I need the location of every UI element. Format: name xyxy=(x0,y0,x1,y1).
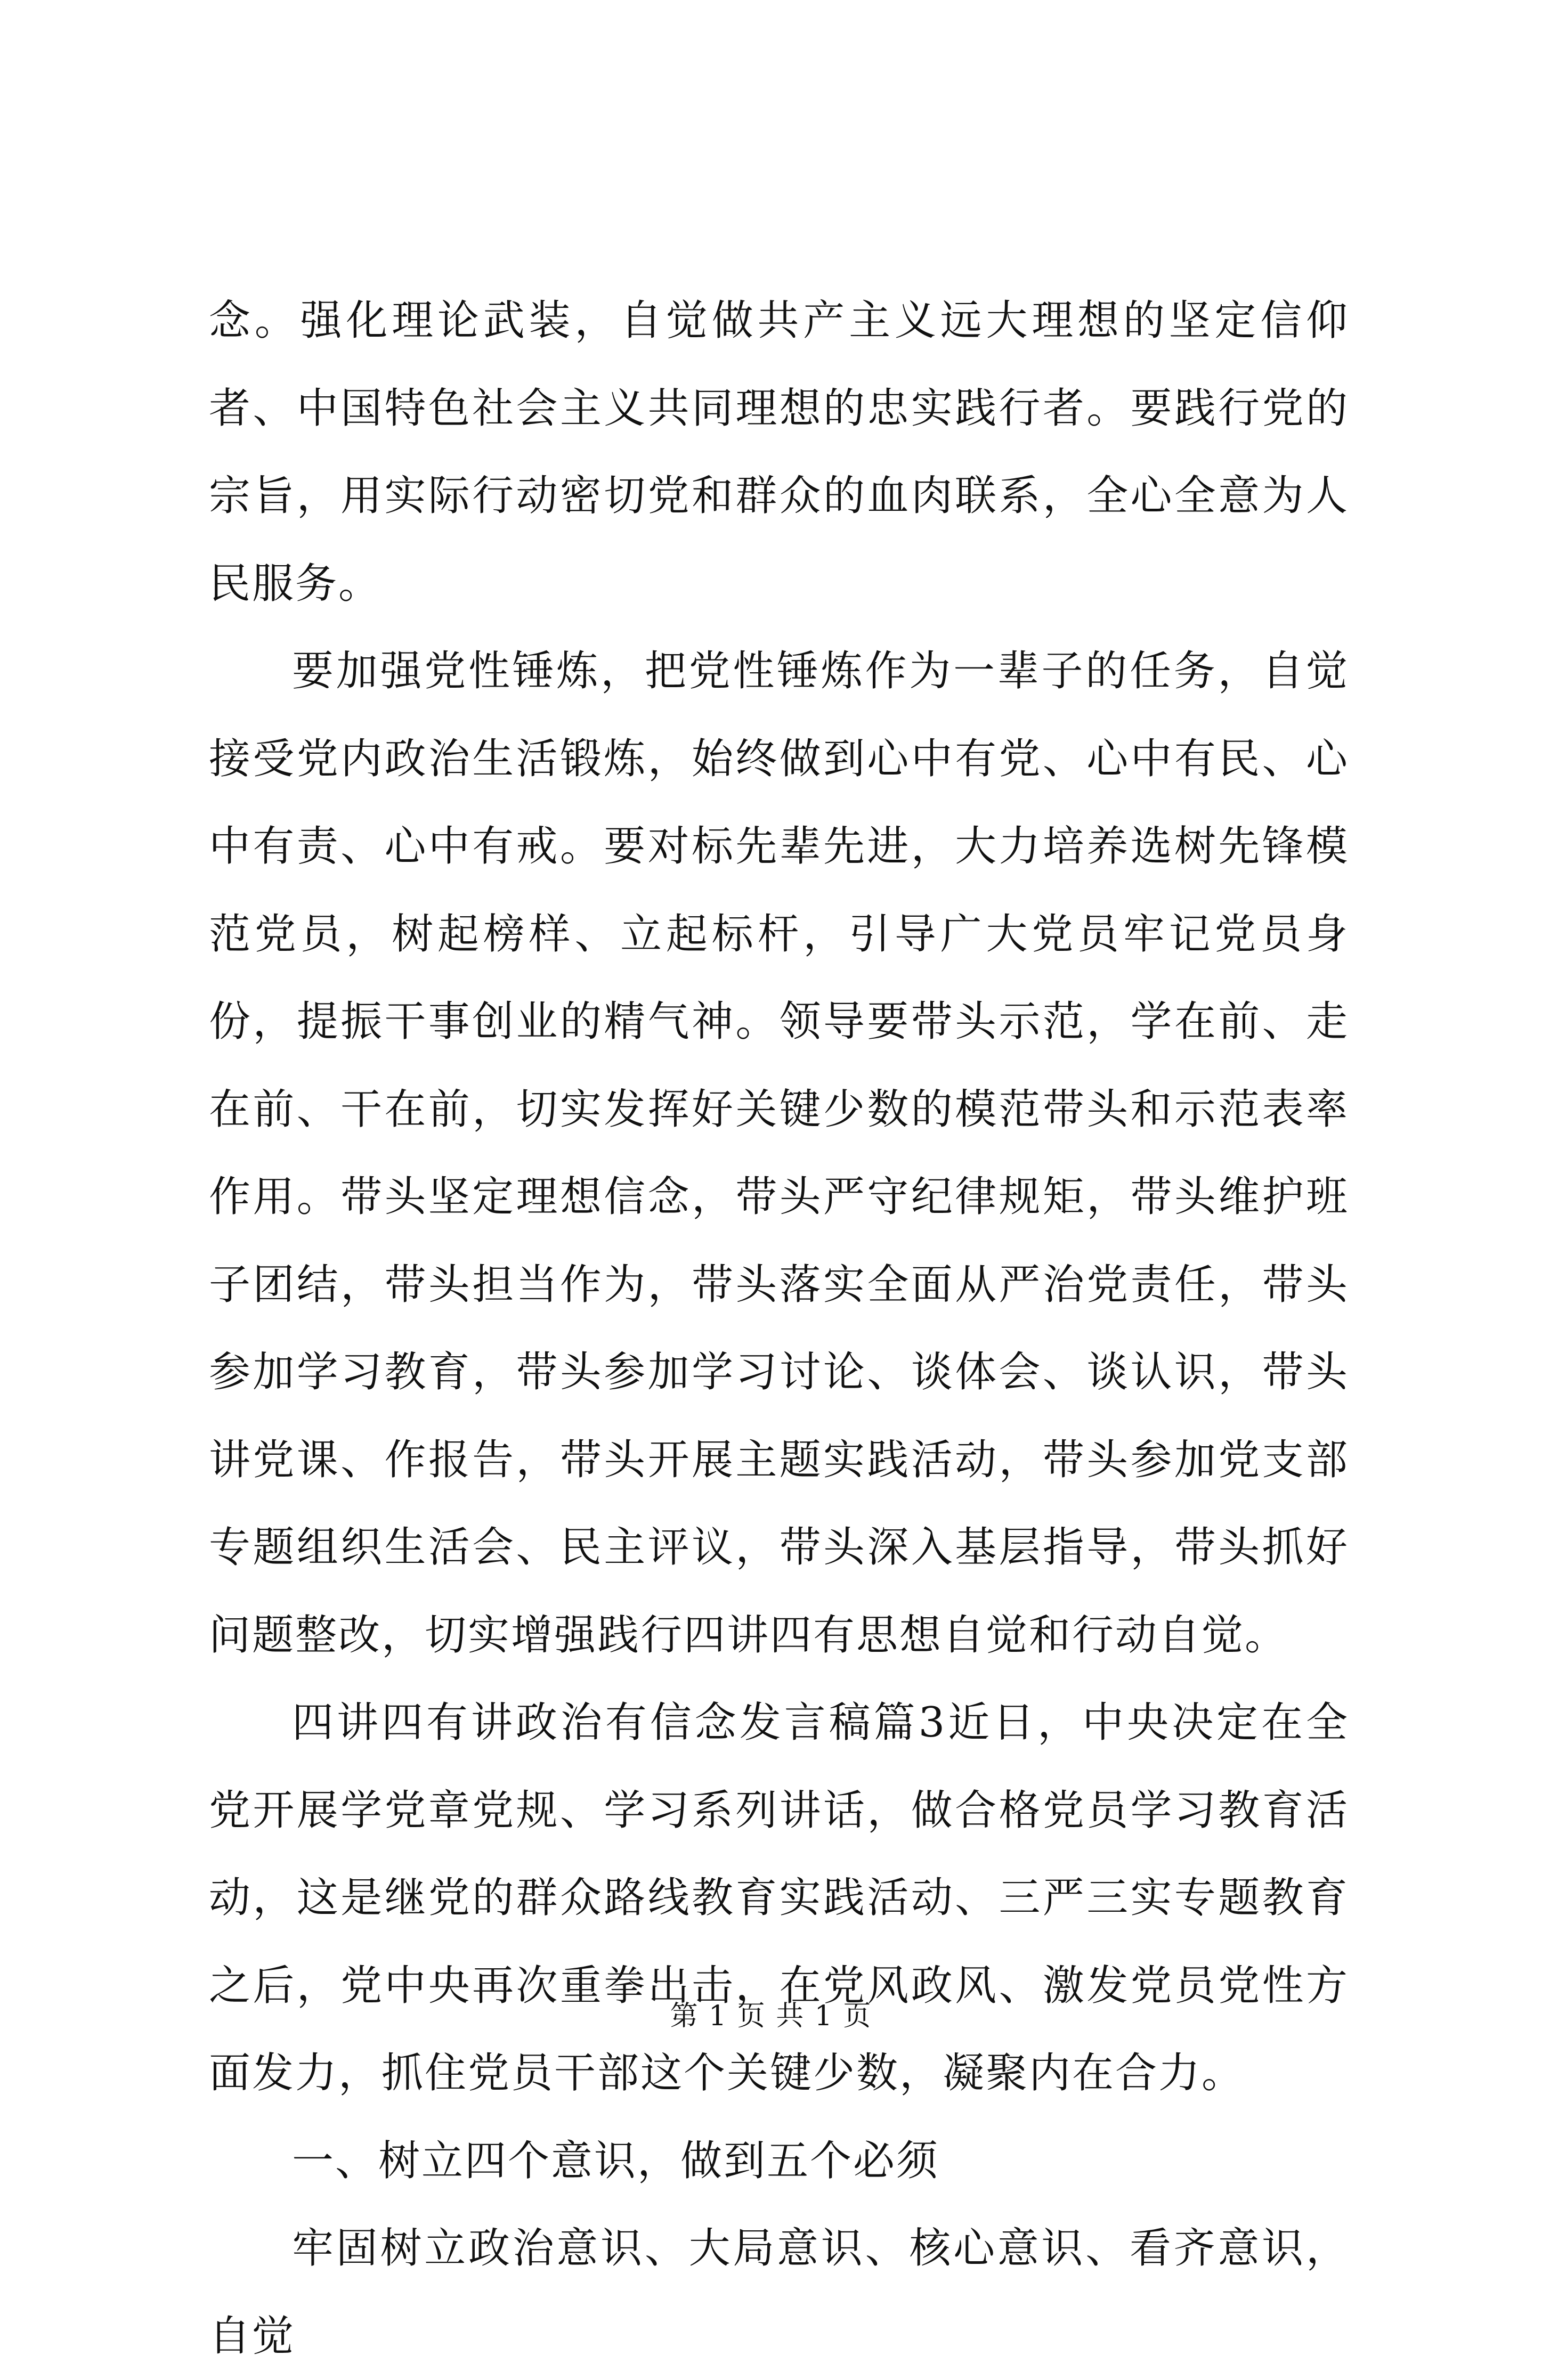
paragraph-1: 念。强化理论武装，自觉做共产主义远大理想的坚定信仰者、中国特色社会主义共同理想的忠实践行者。要践行党的宗旨，用实际行动密切党和群众的血肉联系，全心全意为人民服务。 xyxy=(209,297,1349,608)
document-body xyxy=(209,277,1349,2380)
paragraph-2: 要加强党性锤炼，把党性锤炼作为一辈子的任务，自觉接受党内政治生活锻炼，始终做到心中有党、心中有民、心中有责、心中有戒。要对标先辈先进，大力培养选树先锋模范党员，树起榜样、立起标杆，引导广大党员牢记党员身份，提振干事创业的精气神。领导要带头示范，学在前、走在前、干在前，切实发挥好关键少数的模范带头和示范表率作用。带头坚定理想信念，带头严守纪律规矩，带头维护班子团结，带头担当作为，带头落实全面从严治党责任，带头参加学习教育，带头参加学习讨论、谈体会、谈认识，带头讲党课、作报告，带头开展主题实践活动，带头参加党支部专题组织生活会、民主评议，带头深入基层指导，带头抓好问题整改，切实增强践行四讲四有思想自觉和行动自觉。 xyxy=(209,647,1349,1659)
section-heading: 一、树立四个意识，做到五个必须 xyxy=(292,2137,940,2185)
paragraph-4: 牢固树立政治意识、大局意识、核心意识、看齐意识，自觉 xyxy=(209,2224,1349,2360)
paragraph-3: 四讲四有讲政治有信念发言稿篇3近日，中央决定在全党开展学党章党规、学习系列讲话，做合格党员学习教育活动，这是继党的群众路线教育实践活动、三严三实专题教育之后，党中央再次重拳出击，在党风政风、激发党员党性方面发力，抓住党员干部这个关键少数，凝聚内在合力。 xyxy=(209,1699,1349,2097)
page-footer: 第 1 页 共 1 页 xyxy=(670,2000,872,2032)
